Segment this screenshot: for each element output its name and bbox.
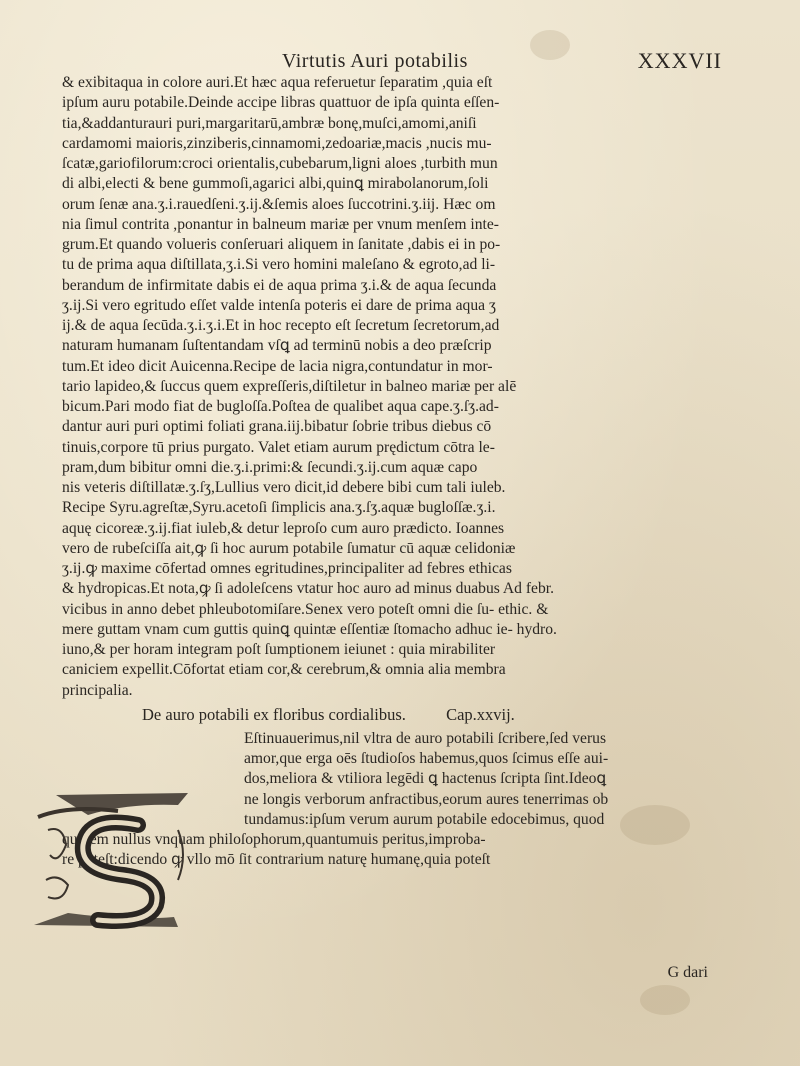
text-line: ſcatæ,gariofilorum:croci orientalis,cubebarum,ligni aloes ,turbith mun <box>62 155 498 172</box>
text-line: tundamus:ipſum verum aurum potabile edocebimus, quod <box>244 810 605 828</box>
text-line: orum ſenæ ana.ʒ.i.rauedſeni.ʒ.ij.&ſemis aloes ſuccotrini.ʒ.iij. Hæc om <box>62 195 496 213</box>
chapter-heading <box>62 701 762 729</box>
text-line: ʒ.ij.Si vero egritudo eſſet valde intenſa poteris ei dare de prima aqua ʒ <box>62 296 496 314</box>
text-line: nis veteris diſtillatæ.ʒ.ſʒ,Lullius vero dicit,id debere bibi cum tali iuleb. <box>62 479 506 496</box>
text-line: principalia. <box>62 681 133 699</box>
text-line: tinuis,corpore tū prius purgato. Valet etiam aurum prędictum cōtra le- <box>62 438 495 456</box>
text-line: & exibitaqua in colore auri.Et hæc aqua referuetur ſeparatim ,quia eſt <box>62 74 493 91</box>
text-line: amor,que erga oēs ſtudioſos habemus,quos ſcimus eſſe aui- <box>244 750 609 767</box>
text-line: tu de prima aqua diſtillata,ʒ.i.Si vero homini maleſano & egroto,ad li- <box>62 256 496 274</box>
text-line: re poteſt:dicendo ꝙ vllo mō ſit contrarium naturę humanę,quia poteſt <box>62 851 491 869</box>
catchword: G dari <box>667 964 708 981</box>
running-title: Virtutis Auri potabilis <box>282 50 468 72</box>
chapter-number: Cap.xxvij. <box>446 704 515 724</box>
text-line: tario lapideo,& ſuccus quem expreſſeris,diſtiletur in balneo mariæ per alē <box>62 377 517 395</box>
text-line: grum.Et quando volueris conſeruari aliquem in ſanitate ,dabis ei in po- <box>62 236 501 253</box>
text-line: dantur auri puri optimi foliati grana.iij.bibatur ſobrie tribus diebus cō <box>62 418 492 436</box>
decorated-initial <box>28 785 198 935</box>
text-line: vicibus in anno debet phleubotomiſare.Senex vero poteſt omni die ſu- ethic. & <box>62 600 549 618</box>
text-line: di albi,electi & bene gummoſi,agarici albi,quinꝗ mirabolanorum,ſoli <box>62 175 489 193</box>
text-line: dos,meliora & vtiliora legēdi ꝗ hactenus ſcripta ſint.Ideoꝗ <box>244 770 607 788</box>
body-paragraph <box>62 73 762 701</box>
text-line: cardamomi maioris,zinziberis,cinnamomi,zedoariæ,macis ,nucis mu- <box>62 134 492 152</box>
paper-stain <box>640 985 690 1015</box>
text-line: naturam humanam ſuſtentandam vſꝗ ad terminū nobis a deo præſcrip <box>62 337 492 355</box>
text-line: tum.Et ideo dicit Auicenna.Recipe de lacia nigra,contundatur in mor- <box>62 357 493 375</box>
text-line: berandum de infirmitate dabis ei de aqua prima ʒ.i.& de aqua ſecunda <box>62 276 497 294</box>
text-line: ne longis verborum anfractibus,eorum aures tenerrimas ob <box>244 790 609 808</box>
text-line: Eſtinuauerimus,nil vltra de auro potabili ſcribere,ſed verus <box>244 729 607 747</box>
text-line: ij.& de aqua ſecūda.ʒ.i.ʒ.i.Et in hoc recepto eſt ſecretum ſecretorum,ad <box>62 317 500 334</box>
text-line: bicum.Pari modo fiat de bugloſſa.Poſtea de qualibet aqua cape.ʒ.ſʒ.ad- <box>62 398 499 415</box>
text-line: nia ſimul contrita ,ponantur in balneum mariæ per vnum menſem inte- <box>62 215 499 233</box>
text-line: tia,&addanturauri puri,margaritarū,ambræ bonę,muſci,amomi,aniſi <box>62 114 477 132</box>
text-line: pram,dum bibitur omni die.ʒ.i.primi:& ſecundi.ʒ.ij.cum aquæ capo <box>62 458 478 476</box>
text-line: iuno,& per horam integram poſt ſumptionem ieiunet : quia mirabiliter <box>62 641 496 658</box>
text-line: vero de rubeſciſſa ait,ꝙ ſi hoc aurum potabile ſumatur cū aquæ celidoniæ <box>62 539 516 557</box>
text-line: aquę cicoreæ.ʒ.ij.fiat iuleb,& detur leproſo cum auro prædicto. Ioannes <box>62 519 505 537</box>
folio-number: XXXVII <box>637 48 722 73</box>
decorated-initial-s-icon <box>28 785 198 935</box>
text-line: Recipe Syru.agreſtæ,Syru.acetoſi ſimplicis ana.ʒ.ſʒ.aquæ bugloſſæ.ʒ.i. <box>62 499 496 517</box>
text-line: quidem nullus vnquam philoſophorum,quantumuis peritus,improba- <box>62 831 486 848</box>
text-line: ʒ.ij.ꝙ maxime cōfertad omnes egritudines,principaliter ad febres ethicas <box>62 560 512 577</box>
main-text <box>62 73 762 871</box>
text-line: ipſum auru potabile.Deinde accipe libras quattuor de ipſa quinta eſſen- <box>62 94 500 112</box>
text-line: mere guttam vnam cum guttis quinꝗ quintæ eſſentiæ ſtomacho adhuc ie- hydro. <box>62 620 557 638</box>
chapter-title: De auro potabili ex floribus cordialibus. <box>142 704 406 724</box>
text-line: caniciem expellit.Cōfortat etiam cor,& cerebrum,& omnia alia membra <box>62 661 506 679</box>
text-line: & hydropicas.Et nota,ꝙ ſi adoleſcens vtatur hoc auro ad minus duabus Ad febr. <box>62 580 554 598</box>
